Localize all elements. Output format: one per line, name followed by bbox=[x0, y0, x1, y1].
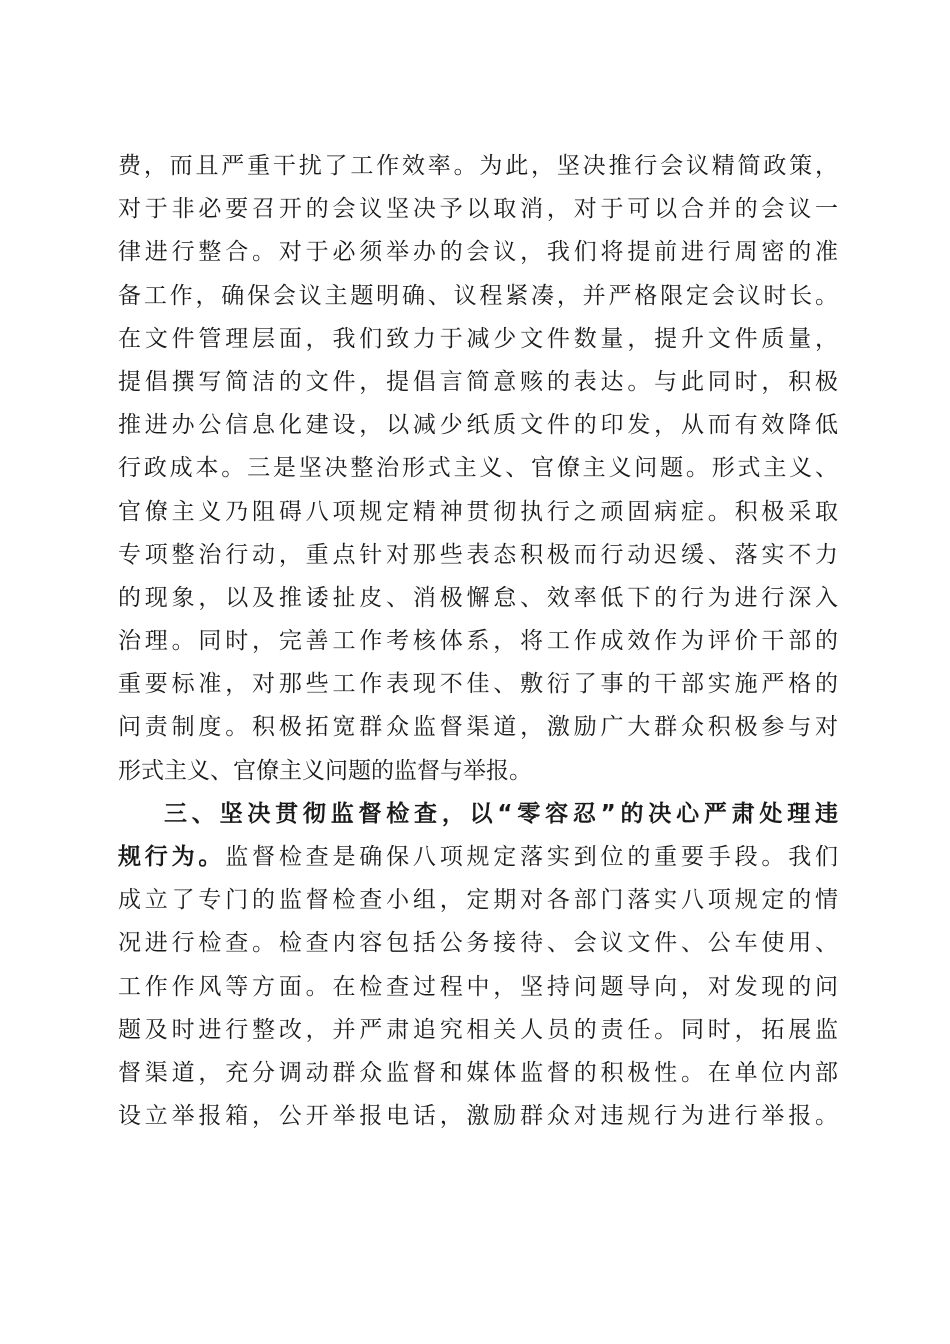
text-line: 在文件管理层面，我们致力于减少文件数量，提升文件质量， bbox=[118, 325, 838, 352]
text-segment: 监督检查是确保八项规定落实到位的重要手段。我们 bbox=[225, 844, 839, 870]
text-line: 提倡撰写简洁的文件，提倡言简意赅的表达。与此同时，积极 bbox=[118, 368, 838, 395]
text-line: 形式主义、官僚主义问题的监督与举报。 bbox=[118, 757, 532, 784]
text-line: 官僚主义乃阻碍八项规定精神贯彻执行之顽固病症。积极采取 bbox=[118, 498, 838, 525]
text-line: 治理。同时，完善工作考核体系，将工作成效作为评价干部的 bbox=[118, 628, 838, 655]
text-line: 专项整治行动，重点针对那些表态积极而行动迟缓、落实不力 bbox=[118, 541, 838, 568]
text-line: 备工作，确保会议主题明确、议程紧凑，并严格限定会议时长。 bbox=[118, 282, 838, 309]
paragraph-2 bbox=[118, 793, 838, 1139]
section-heading-end: 规行为。 bbox=[118, 844, 226, 870]
text-line: 成立了专门的监督检查小组，定期对各部门落实八项规定的情 bbox=[118, 887, 838, 914]
text-line: 重要标准，对那些工作表现不佳、敷衍了事的干部实施严格的 bbox=[118, 671, 838, 698]
text-line: 律进行整合。对于必须举办的会议，我们将提前进行周密的准 bbox=[118, 239, 838, 266]
paragraph-1 bbox=[118, 145, 838, 793]
text-line: 设立举报箱，公开举报电话，激励群众对违规行为进行举报。 bbox=[118, 1103, 838, 1130]
text-line: 的现象，以及推诿扯皮、消极懈怠、效率低下的行为进行深入 bbox=[118, 584, 838, 611]
text-line: 对于非必要召开的会议坚决予以取消，对于可以合并的会议一 bbox=[118, 196, 838, 223]
text-line: 费，而且严重干扰了工作效率。为此，坚决推行会议精简政策， bbox=[118, 153, 838, 179]
text-line: 工作作风等方面。在检查过程中，坚持问题导向，对发现的问 bbox=[118, 973, 838, 1000]
text-line: 推进办公信息化建设，以减少纸质文件的印发，从而有效降低 bbox=[118, 412, 838, 439]
text-line: 行政成本。三是坚决整治形式主义、官僚主义问题。形式主义、 bbox=[118, 455, 838, 482]
text-line: 况进行检查。检查内容包括公务接待、会议文件、公车使用、 bbox=[118, 930, 838, 957]
document-body bbox=[118, 145, 838, 1138]
text-line: 问责制度。积极拓宽群众监督渠道，激励广大群众积极参与对 bbox=[118, 714, 838, 741]
text-line bbox=[118, 836, 838, 879]
section-heading: 三、坚决贯彻监督检查，以“零容忍”的决心严肃处理违 bbox=[164, 800, 838, 827]
text-line: 题及时进行整改，并严肃追究相关人员的责任。同时，拓展监 bbox=[118, 1016, 838, 1043]
text-line: 督渠道，充分调动群众监督和媒体监督的积极性。在单位内部 bbox=[118, 1059, 838, 1086]
